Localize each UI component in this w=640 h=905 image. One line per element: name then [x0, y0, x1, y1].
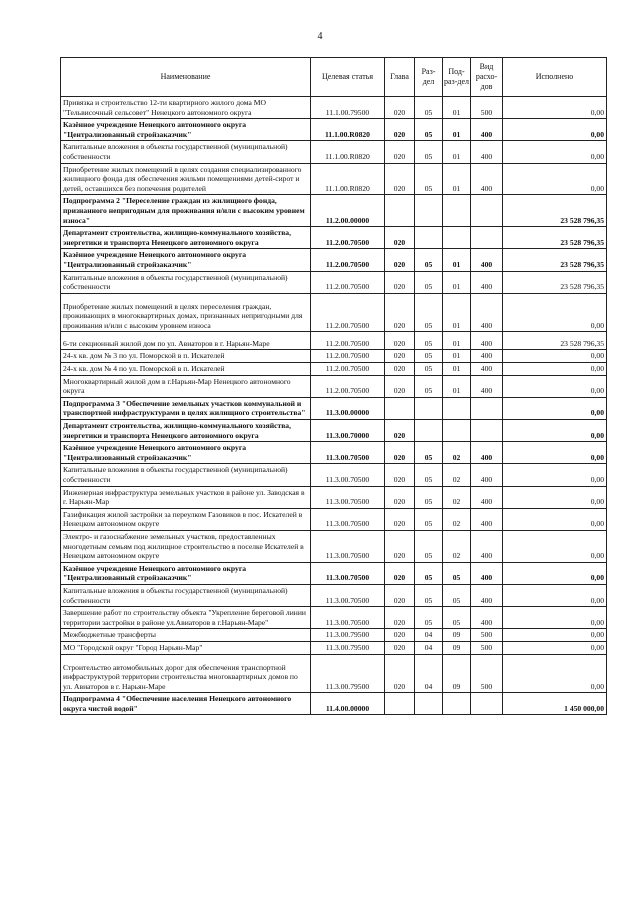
row-target: 11.2.00.70500	[311, 293, 385, 332]
row-section: 05	[415, 375, 443, 397]
row-name: Казённое учреждение Ненецкого автономного округа "Централизованный стройзаказчик"	[61, 119, 311, 141]
row-target: 11.3.00.70500	[311, 442, 385, 464]
row-subsection	[443, 397, 471, 419]
row-chapter: 020	[385, 271, 415, 293]
row-subsection	[443, 420, 471, 442]
row-subsection: 01	[443, 350, 471, 363]
row-expense-type	[471, 195, 503, 227]
row-expense-type: 400	[471, 293, 503, 332]
row-subsection: 01	[443, 249, 471, 271]
row-executed: 0,00	[503, 163, 607, 195]
row-executed: 0,00	[503, 508, 607, 530]
row-target: 11.2.00.00000	[311, 195, 385, 227]
row-section: 05	[415, 249, 443, 271]
row-executed: 0,00	[503, 141, 607, 163]
row-expense-type: 400	[471, 271, 503, 293]
row-name: Многоквартирный жилой дом в г.Нарьян-Мар Ненецкого автономного округа	[61, 375, 311, 397]
row-chapter: 020	[385, 641, 415, 654]
row-section: 05	[415, 442, 443, 464]
row-subsection	[443, 195, 471, 227]
table-row	[61, 363, 607, 376]
row-name: 24-х кв. дом № 3 по ул. Поморской в п. Искателей	[61, 350, 311, 363]
row-subsection: 01	[443, 363, 471, 376]
row-section: 05	[415, 163, 443, 195]
row-chapter: 020	[385, 119, 415, 141]
budget-table	[60, 57, 607, 715]
row-executed: 0,00	[503, 420, 607, 442]
header-chapter: Глава	[385, 58, 415, 97]
table-row	[61, 530, 607, 562]
row-executed: 0,00	[503, 584, 607, 606]
row-target: 11.2.00.70500	[311, 375, 385, 397]
row-expense-type	[471, 420, 503, 442]
table-row	[61, 562, 607, 584]
row-target: 11.3.00.70500	[311, 607, 385, 629]
row-name: Инженерная инфраструктура земельных участков в районе ул. Заводская в г. Нарьян-Мар	[61, 486, 311, 508]
row-target: 11.3.00.79500	[311, 629, 385, 642]
row-chapter: 020	[385, 363, 415, 376]
row-subsection: 02	[443, 486, 471, 508]
table-row	[61, 141, 607, 163]
row-name: Казённое учреждение Ненецкого автономного округа "Централизованный стройзаказчик"	[61, 562, 311, 584]
row-name: Газификация жилой застройки за переулком Газовиков в пос. Искателей в Ненецком автономном округе	[61, 508, 311, 530]
row-expense-type	[471, 693, 503, 715]
row-section	[415, 195, 443, 227]
row-name: Подпрограмма 4 "Обеспечение населения Ненецкого автономного округа чистой водой"	[61, 693, 311, 715]
row-subsection: 01	[443, 163, 471, 195]
row-executed: 23 528 796,35	[503, 332, 607, 350]
row-target: 11.1.00.79500	[311, 97, 385, 119]
row-name: Департамент строительства, жилищно-коммунального хозяйства, энергетики и транспорта Ненецкого автономного округа	[61, 420, 311, 442]
row-chapter: 020	[385, 332, 415, 350]
row-name: 6-ти секционный жилой дом по ул. Авиаторов в г. Нарьян-Маре	[61, 332, 311, 350]
row-target: 11.3.00.70500	[311, 464, 385, 486]
row-expense-type: 400	[471, 141, 503, 163]
row-name: Капитальные вложения в объекты государственной (муниципальной) собственности	[61, 464, 311, 486]
row-expense-type: 400	[471, 508, 503, 530]
row-name: Строительство автомобильных дорог для обеспечения транспортной инфраструктурой территории строительства многоквартирных домов по ул. Авиаторов в г. Нарьян-Маре	[61, 654, 311, 693]
table-row	[61, 508, 607, 530]
table-row	[61, 119, 607, 141]
row-target: 11.2.00.70500	[311, 350, 385, 363]
row-executed: 0,00	[503, 375, 607, 397]
row-chapter: 020	[385, 420, 415, 442]
table-row	[61, 227, 607, 249]
row-section: 05	[415, 530, 443, 562]
row-executed: 23 528 796,35	[503, 227, 607, 249]
row-target: 11.3.00.70000	[311, 420, 385, 442]
table-row	[61, 420, 607, 442]
row-section: 05	[415, 607, 443, 629]
table-row	[61, 584, 607, 606]
table-row	[61, 607, 607, 629]
row-name: Капитальные вложения в объекты государственной (муниципальной) собственности	[61, 584, 311, 606]
row-section: 05	[415, 464, 443, 486]
row-expense-type: 400	[471, 607, 503, 629]
row-name: МО "Городской округ "Город Нарьян-Мар"	[61, 641, 311, 654]
row-section: 05	[415, 332, 443, 350]
row-section: 04	[415, 654, 443, 693]
row-target: 11.3.00.70500	[311, 584, 385, 606]
table-row	[61, 654, 607, 693]
row-name: Департамент строительства, жилищно-коммунального хозяйства, энергетики и транспорта Ненецкого автономного округа	[61, 227, 311, 249]
row-name: Капитальные вложения в объекты государственной (муниципальной) собственности	[61, 271, 311, 293]
row-executed: 0,00	[503, 397, 607, 419]
table-row	[61, 641, 607, 654]
row-target: 11.4.00.00000	[311, 693, 385, 715]
row-expense-type: 400	[471, 363, 503, 376]
row-expense-type: 400	[471, 375, 503, 397]
row-expense-type: 400	[471, 584, 503, 606]
table-row	[61, 397, 607, 419]
row-chapter: 020	[385, 629, 415, 642]
table-row	[61, 629, 607, 642]
row-section: 05	[415, 508, 443, 530]
header-section: Раз-дел	[415, 58, 443, 97]
table-row	[61, 97, 607, 119]
row-subsection	[443, 693, 471, 715]
row-section: 05	[415, 119, 443, 141]
row-target: 11.1.00.R0820	[311, 119, 385, 141]
row-name: Капитальные вложения в объекты государственной (муниципальной) собственности	[61, 141, 311, 163]
row-section	[415, 397, 443, 419]
row-name: Привязка и строительство 12-ти квартирного жилого дома МО "Тельвисочный сельсовет" Ненецкого автономного округа	[61, 97, 311, 119]
row-subsection: 09	[443, 641, 471, 654]
row-expense-type: 500	[471, 641, 503, 654]
row-executed: 0,00	[503, 486, 607, 508]
page-number: 4	[317, 31, 323, 42]
header-target: Целевая статья	[311, 58, 385, 97]
row-target: 11.2.00.70500	[311, 249, 385, 271]
row-expense-type: 400	[471, 119, 503, 141]
row-subsection: 09	[443, 654, 471, 693]
row-executed: 0,00	[503, 293, 607, 332]
row-name: Казённое учреждение Ненецкого автономного округа "Централизованный стройзаказчик"	[61, 249, 311, 271]
row-chapter: 020	[385, 141, 415, 163]
row-section	[415, 227, 443, 249]
row-name: Подпрограмма 3 "Обеспечение земельных участков коммунальной и транспортной инфраструктурами в целях жилищного строительства"	[61, 397, 311, 419]
row-subsection: 05	[443, 607, 471, 629]
row-name: Подпрограмма 2 "Переселение граждан из жилищного фонда, признанного непригодным для проживания и/или с высоким уровнем износа"	[61, 195, 311, 227]
row-expense-type: 400	[471, 350, 503, 363]
row-subsection: 01	[443, 141, 471, 163]
table-row	[61, 350, 607, 363]
table-row	[61, 486, 607, 508]
header-name: Наименование	[61, 58, 311, 97]
row-name: Электро- и газоснабжение земельных участков, предоставленных многодетным семьям под жилищное строительство в поселке Искателей в Ненецком автономном округе	[61, 530, 311, 562]
row-executed: 0,00	[503, 350, 607, 363]
table-row	[61, 249, 607, 271]
row-expense-type: 400	[471, 464, 503, 486]
row-target: 11.3.00.00000	[311, 397, 385, 419]
row-subsection: 01	[443, 293, 471, 332]
row-executed: 0,00	[503, 363, 607, 376]
row-chapter: 020	[385, 249, 415, 271]
row-executed: 23 528 796,35	[503, 271, 607, 293]
row-name: Завершение работ по строительству объекта "Укрепление береговой линии территории застройки в районе ул.Авиаторов в г.Нарьян-Маре"	[61, 607, 311, 629]
row-chapter: 020	[385, 654, 415, 693]
row-chapter: 020	[385, 530, 415, 562]
row-name: Приобретение жилых помещений в целях переселения граждан, проживающих в многоквартирных домах, признанных непригодными для проживания и/или с высоким уровнем износа	[61, 293, 311, 332]
row-chapter	[385, 195, 415, 227]
row-executed: 23 528 796,35	[503, 249, 607, 271]
row-executed: 0,00	[503, 641, 607, 654]
table-row	[61, 271, 607, 293]
row-executed: 0,00	[503, 629, 607, 642]
row-section	[415, 693, 443, 715]
table-row	[61, 293, 607, 332]
row-section: 05	[415, 363, 443, 376]
row-subsection: 01	[443, 97, 471, 119]
row-expense-type: 400	[471, 530, 503, 562]
row-subsection: 02	[443, 464, 471, 486]
row-target: 11.2.00.70500	[311, 332, 385, 350]
row-section: 05	[415, 486, 443, 508]
row-target: 11.3.00.79500	[311, 641, 385, 654]
row-chapter: 020	[385, 508, 415, 530]
row-subsection: 02	[443, 530, 471, 562]
row-expense-type	[471, 227, 503, 249]
row-chapter: 020	[385, 584, 415, 606]
row-subsection: 01	[443, 375, 471, 397]
table-row	[61, 332, 607, 350]
row-chapter: 020	[385, 163, 415, 195]
row-expense-type: 400	[471, 163, 503, 195]
row-expense-type: 500	[471, 97, 503, 119]
row-chapter: 020	[385, 562, 415, 584]
table-row	[61, 442, 607, 464]
row-subsection: 02	[443, 442, 471, 464]
row-target: 11.1.00.R0820	[311, 163, 385, 195]
row-target: 11.3.00.70500	[311, 530, 385, 562]
row-executed: 0,00	[503, 97, 607, 119]
row-chapter: 020	[385, 97, 415, 119]
row-subsection: 02	[443, 508, 471, 530]
row-expense-type: 500	[471, 654, 503, 693]
row-subsection: 09	[443, 629, 471, 642]
row-chapter: 020	[385, 350, 415, 363]
row-subsection: 01	[443, 271, 471, 293]
row-subsection: 05	[443, 584, 471, 606]
table-row	[61, 693, 607, 715]
row-name: Приобретение жилых помещений в целях создания специализированного жилищного фонда для обеспечения жильми помещениями детей-сирот и детей, оставшихся без попечения родителей	[61, 163, 311, 195]
row-target: 11.2.00.70500	[311, 363, 385, 376]
row-name: Казённое учреждение Ненецкого автономного округа "Централизованный стройзаказчик"	[61, 442, 311, 464]
row-section: 04	[415, 629, 443, 642]
row-section: 05	[415, 562, 443, 584]
row-section: 04	[415, 641, 443, 654]
row-executed: 23 528 796,35	[503, 195, 607, 227]
row-section	[415, 420, 443, 442]
row-section: 05	[415, 584, 443, 606]
row-name: 24-х кв. дом № 4 по ул. Поморской в п. Искателей	[61, 363, 311, 376]
row-chapter: 020	[385, 486, 415, 508]
row-target: 11.3.00.70500	[311, 486, 385, 508]
row-target: 11.3.00.70500	[311, 508, 385, 530]
table-row	[61, 464, 607, 486]
row-chapter: 020	[385, 375, 415, 397]
table-row	[61, 163, 607, 195]
row-expense-type: 400	[471, 486, 503, 508]
row-section: 05	[415, 271, 443, 293]
row-chapter	[385, 397, 415, 419]
header-expense-type: Вид расхо-дов	[471, 58, 503, 97]
row-subsection: 05	[443, 562, 471, 584]
row-target: 11.2.00.70500	[311, 271, 385, 293]
row-target: 11.3.00.70500	[311, 562, 385, 584]
row-executed: 0,00	[503, 607, 607, 629]
table-row	[61, 375, 607, 397]
row-subsection: 01	[443, 119, 471, 141]
table-row	[61, 195, 607, 227]
row-chapter: 020	[385, 464, 415, 486]
row-expense-type: 400	[471, 249, 503, 271]
row-chapter	[385, 693, 415, 715]
row-chapter: 020	[385, 227, 415, 249]
row-executed: 0,00	[503, 654, 607, 693]
row-expense-type: 500	[471, 629, 503, 642]
row-section: 05	[415, 350, 443, 363]
table-header-row	[61, 58, 607, 97]
row-target: 11.1.00.R0820	[311, 141, 385, 163]
row-target: 11.3.00.79500	[311, 654, 385, 693]
row-chapter: 020	[385, 442, 415, 464]
header-executed: Исполнено	[503, 58, 607, 97]
row-expense-type: 400	[471, 562, 503, 584]
row-executed: 0,00	[503, 464, 607, 486]
row-executed: 1 450 000,00	[503, 693, 607, 715]
row-subsection	[443, 227, 471, 249]
row-section: 05	[415, 97, 443, 119]
row-chapter: 020	[385, 293, 415, 332]
row-executed: 0,00	[503, 119, 607, 141]
row-target: 11.2.00.70500	[311, 227, 385, 249]
row-executed: 0,00	[503, 562, 607, 584]
row-subsection: 01	[443, 332, 471, 350]
row-expense-type: 400	[471, 332, 503, 350]
row-section: 05	[415, 293, 443, 332]
row-name: Межбюджетные трансферты	[61, 629, 311, 642]
row-expense-type: 400	[471, 442, 503, 464]
row-expense-type	[471, 397, 503, 419]
row-executed: 0,00	[503, 530, 607, 562]
header-subsection: Под-раз-дел	[443, 58, 471, 97]
row-chapter: 020	[385, 607, 415, 629]
row-executed: 0,00	[503, 442, 607, 464]
row-section: 05	[415, 141, 443, 163]
